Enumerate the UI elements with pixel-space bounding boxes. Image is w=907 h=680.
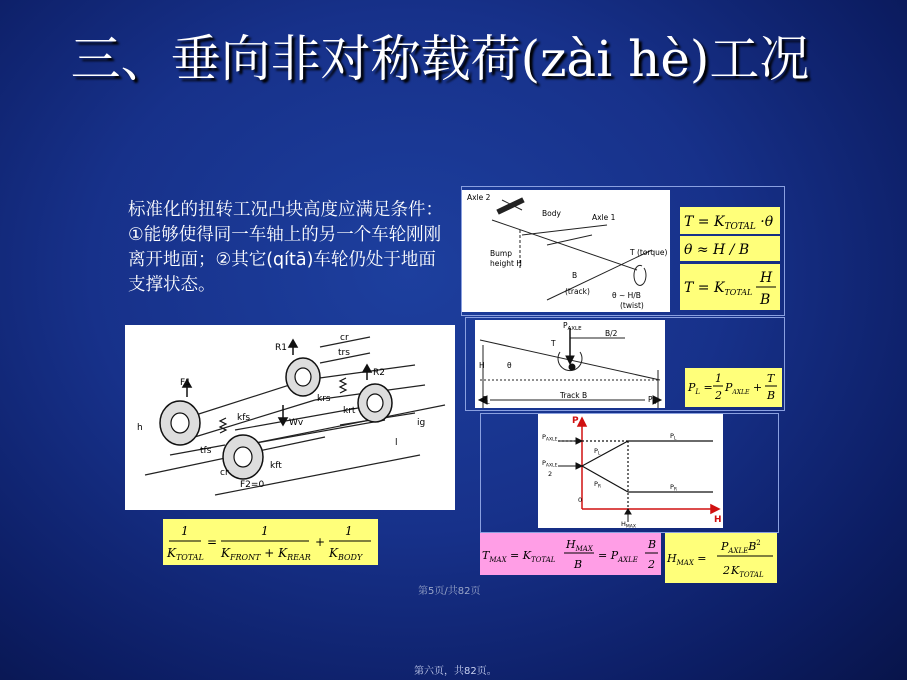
svg-text:krt: krt bbox=[343, 406, 356, 416]
svg-text:HMAX: $H_{MAX}$ bbox=[621, 520, 636, 528]
svg-text:R2: R2 bbox=[373, 368, 385, 378]
svg-text:PAXLE +: $P_{AXLE}$ + bbox=[725, 381, 763, 396]
svg-text:B: B bbox=[648, 538, 657, 551]
formula-h-max bbox=[665, 533, 777, 583]
svg-text:PL: $P_L$ bbox=[670, 432, 677, 442]
svg-text:KFRONT + KREAR: $K_{FRONT} + K_{REAR}$ bbox=[221, 546, 311, 562]
formula-torque-bump bbox=[680, 264, 780, 310]
car-suspension-figure bbox=[125, 325, 455, 510]
svg-text:tfs: tfs bbox=[200, 446, 212, 456]
svg-text:PAXLEB2: $P_{AXLE}B^2$ bbox=[721, 539, 761, 555]
formula-twist-approx bbox=[680, 236, 780, 261]
load-vs-bump-chart bbox=[538, 414, 723, 528]
svg-text:1: 1 bbox=[715, 372, 722, 385]
formula-left-load bbox=[685, 368, 782, 407]
svg-text:= PAXLE: = $P_{AXLE}$ bbox=[598, 549, 638, 564]
svg-text:PL =: $P_L$ = bbox=[688, 381, 713, 396]
wheel-load-figure bbox=[475, 320, 665, 408]
body-text: 标准化的扭转工况凸块高度应满足条件：①能够使得同一车轴上的另一个车轮刚刚离开地面；②其它(qítā)车轮仍处于地面支撑状态。 bbox=[128, 200, 443, 295]
svg-text:KTOTAL: $K_{TOTAL}$ bbox=[167, 546, 204, 562]
svg-text:PAXLE: $P_{AXLE}$ bbox=[542, 459, 558, 469]
svg-text:PAXLE: $P_{AXLE}$ bbox=[542, 433, 558, 443]
svg-text:Track B: Track B bbox=[560, 391, 588, 400]
svg-text:krs: krs bbox=[317, 394, 331, 404]
svg-text:height H: height H bbox=[490, 259, 522, 268]
svg-text:1: 1 bbox=[345, 524, 353, 538]
svg-text:HMAX: $H_{MAX}$ bbox=[566, 538, 593, 553]
svg-text:B: B bbox=[760, 292, 771, 308]
svg-text:2: 2 bbox=[715, 389, 722, 402]
svg-text:PR: $P_R$ bbox=[648, 395, 657, 406]
svg-text:θ: θ bbox=[507, 361, 512, 370]
svg-text:Bump: Bump bbox=[490, 249, 512, 258]
svg-text:kfs: kfs bbox=[237, 413, 251, 423]
svg-text:(twist): (twist) bbox=[620, 301, 644, 310]
svg-text:(track): (track) bbox=[565, 287, 590, 296]
svg-text:PR: $P_R$ bbox=[594, 480, 602, 490]
svg-text:B: B bbox=[572, 271, 578, 280]
svg-text:T: T bbox=[551, 339, 556, 348]
svg-text:+: + bbox=[315, 535, 326, 549]
svg-text:=: = bbox=[207, 535, 218, 549]
svg-text:θ ≈ H / B: θ ≈ H / B bbox=[684, 242, 750, 258]
formula-torque-twist bbox=[680, 207, 780, 234]
svg-text:Axle 1: Axle 1 bbox=[592, 213, 616, 222]
page-label: 第5页/共82页 bbox=[418, 586, 481, 597]
svg-text:l: l bbox=[395, 438, 398, 448]
svg-text:H: H bbox=[479, 361, 485, 370]
formula-t-max bbox=[480, 533, 661, 575]
svg-text:T = KTOTAL ·θ: $T = K_{TOTAL} \cdot\theta$ bbox=[684, 214, 774, 232]
svg-text:R1: R1 bbox=[275, 343, 287, 353]
axis-h-label: H bbox=[714, 515, 722, 525]
svg-text:TMAX = KTOTAL: $T_{MAX} = K_{TOTAL}$ bbox=[482, 549, 556, 564]
svg-text:1: 1 bbox=[181, 524, 189, 538]
svg-text:2: 2 bbox=[723, 564, 730, 577]
svg-text:cr: cr bbox=[340, 333, 349, 343]
svg-text:Axle 2: Axle 2 bbox=[467, 193, 491, 202]
svg-text:0: 0 bbox=[578, 496, 583, 504]
svg-text:KBODY: $K_{BODY}$ bbox=[329, 546, 363, 562]
svg-text:B: B bbox=[574, 558, 583, 571]
svg-text:H: H bbox=[760, 270, 773, 286]
svg-text:KTOTAL: $K_{TOTAL}$ bbox=[731, 564, 764, 579]
svg-text:cr: cr bbox=[220, 468, 229, 478]
svg-text:T: T bbox=[767, 372, 775, 385]
svg-text:B/2: B/2 bbox=[605, 329, 618, 338]
axis-p-label: P bbox=[572, 416, 579, 426]
svg-text:θ ~ H/B: θ ~ H/B bbox=[612, 291, 641, 300]
footer-label: 第六页，共82页。 bbox=[414, 666, 497, 677]
svg-text:2: 2 bbox=[648, 558, 655, 571]
svg-text:B: B bbox=[767, 389, 776, 402]
svg-text:kft: kft bbox=[270, 461, 282, 471]
svg-text:1: 1 bbox=[261, 524, 269, 538]
svg-text:T (torque): T (torque) bbox=[630, 248, 668, 257]
svg-text:trs: trs bbox=[338, 348, 350, 358]
car-suspension-drawing bbox=[125, 325, 455, 510]
svg-text:T = KTOTAL: $T = K_{TOTAL}$ bbox=[684, 280, 753, 297]
svg-text:PAXLE: $P_{AXLE}$ bbox=[563, 321, 582, 332]
svg-text:PL: $P_L$ bbox=[594, 447, 601, 457]
svg-text:F2=0: F2=0 bbox=[240, 480, 265, 490]
axle-twist-figure bbox=[462, 190, 670, 312]
svg-text:HMAX =: $H_{MAX}$ = bbox=[667, 552, 707, 567]
slide-title: 三、垂向非对称载荷(zài hè)工况 bbox=[70, 30, 810, 88]
formula-k-total bbox=[163, 519, 378, 565]
svg-text:h: h bbox=[137, 423, 143, 433]
svg-text:F1: F1 bbox=[180, 378, 191, 388]
svg-text:PL: $P_L$ bbox=[482, 395, 490, 406]
svg-text:PR: $P_R$ bbox=[670, 483, 678, 493]
svg-text:2: 2 bbox=[548, 470, 553, 478]
svg-text:Wv: Wv bbox=[289, 418, 304, 428]
svg-text:Body: Body bbox=[542, 209, 561, 218]
svg-text:ig: ig bbox=[417, 418, 426, 428]
